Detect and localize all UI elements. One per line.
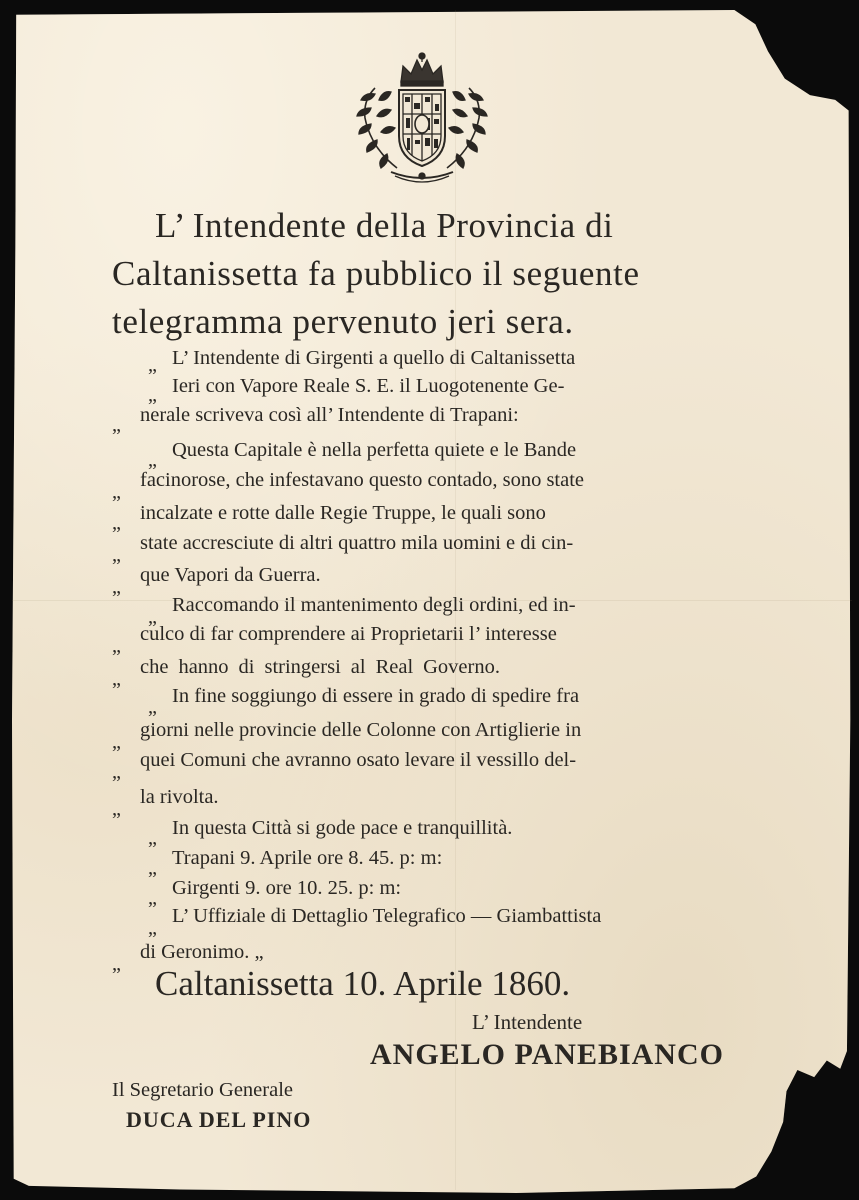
quote-mark: „ — [148, 449, 157, 471]
telegram-line: Ieri con Vapore Reale S. E. il Luogotenente Ge- — [172, 375, 565, 397]
telegram-line: Trapani 9. Aprile ore 8. 45. p: m: — [172, 847, 443, 869]
telegram-line: state accresciute di altri quattro mila uomini e di cin- — [140, 532, 574, 554]
telegram-line: In fine soggiungo di essere in grado di spedire fra — [172, 685, 580, 707]
telegram-line: che hanno di stringersi al Real Governo. — [140, 656, 500, 678]
telegram-line: In questa Città si gode pace e tranquillità. — [172, 817, 513, 839]
telegram-line: Raccomando il mantenimento degli ordini, ed in- — [172, 594, 576, 616]
quote-mark: „ — [112, 576, 121, 598]
quote-mark: „ — [112, 481, 121, 503]
telegram-line: di Geronimo. „ — [140, 941, 264, 963]
quote-mark: „ — [112, 798, 121, 820]
telegram-line: nerale scriveva così all’ Intendente di Trapani: — [140, 404, 519, 426]
quote-mark: „ — [112, 414, 121, 436]
quote-mark: „ — [112, 544, 121, 566]
quote-mark: „ — [148, 384, 157, 406]
royal-coat-of-arms-icon — [351, 48, 493, 190]
title-line-1: L’ Intendente della Provincia di — [155, 206, 614, 245]
telegram-line: culco di far comprendere ai Proprietarii l’ interesse — [140, 623, 557, 645]
telegram-line: Questa Capitale è nella perfetta quiete e le Bande — [172, 439, 577, 461]
secretary-label: Il Segretario Generale — [112, 1079, 293, 1101]
telegram-line: Girgenti 9. ore 10. 25. p: m: — [172, 877, 402, 899]
quote-mark: „ — [148, 917, 157, 939]
quote-mark: „ — [112, 953, 121, 975]
telegram-line: L’ Uffiziale di Dettaglio Telegrafico — Giambattista — [172, 905, 602, 927]
quote-mark: „ — [148, 827, 157, 849]
quote-mark: „ — [148, 696, 157, 718]
telegram-line: incalzate e rotte dalle Regie Truppe, le quali sono — [140, 502, 546, 524]
telegram-line: L’ Intendente di Girgenti a quello di Caltanissetta — [172, 347, 576, 369]
date-line: Caltanissetta 10. Aprile 1860. — [155, 964, 571, 1003]
secretary-name: DUCA DEL PINO — [126, 1107, 312, 1132]
quote-mark: „ — [112, 512, 121, 534]
telegram-line: quei Comuni che avranno osato levare il vessillo del- — [140, 749, 577, 771]
quote-mark: „ — [112, 668, 121, 690]
telegram-line: giorni nelle provincie delle Colonne con Artiglierie in — [140, 719, 582, 741]
title-line-3: telegramma pervenuto jeri sera. — [112, 302, 574, 341]
quote-mark: „ — [148, 857, 157, 879]
quote-mark: „ — [112, 761, 121, 783]
telegram-line: facinorose, che infestavano questo contado, sono state — [140, 469, 585, 491]
signature-name: ANGELO PANEBIANCO — [370, 1038, 724, 1071]
quote-mark: „ — [112, 731, 121, 753]
signature-label: L’ Intendente — [472, 1010, 583, 1034]
quote-mark: „ — [148, 887, 157, 909]
telegram-line: la rivolta. — [140, 786, 219, 808]
quote-mark: „ — [148, 606, 157, 628]
telegram-line: que Vapori da Guerra. — [140, 564, 321, 586]
quote-mark: „ — [148, 354, 157, 376]
quote-mark: „ — [112, 635, 121, 657]
title-line-2: Caltanissetta fa pubblico il seguente — [112, 254, 640, 293]
